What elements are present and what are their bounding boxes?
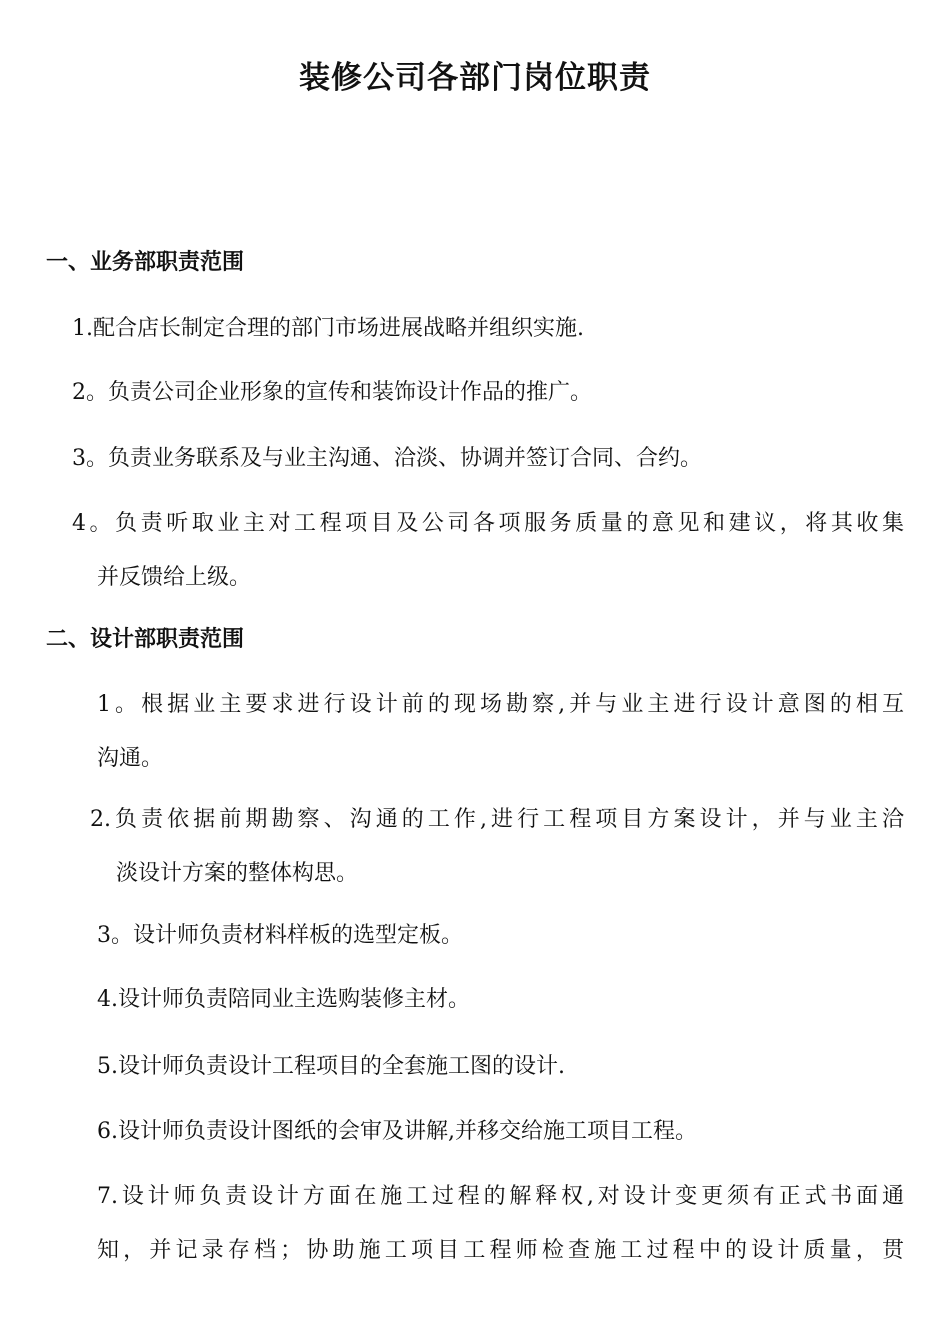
list-item bbox=[97, 973, 904, 1027]
list-item bbox=[97, 1105, 904, 1159]
item-line: 1.配合店长制定合理的部门市场进展战略并组织实施. bbox=[72, 316, 584, 341]
item-line: 3。负责业务联系及与业主沟通、洽淡、协调并签订合同、合约。 bbox=[72, 446, 702, 471]
item-line: 沟通。 bbox=[97, 746, 164, 771]
item-line: 知，并记录存档；协助施工项目工程师检查施工过程中的设计质量，贯 bbox=[97, 1238, 904, 1263]
list-item bbox=[90, 793, 904, 901]
item-line: 2.负责依据前期勘察、沟通的工作,进行工程项目方案设计，并与业主洽 bbox=[90, 807, 904, 832]
item-line: 4.设计师负责陪同业主选购装修主材。 bbox=[97, 987, 470, 1012]
item-line: 2。负责公司企业形象的宣传和装饰设计作品的推广。 bbox=[72, 380, 592, 405]
section-heading-business: 一、业务部职责范围 bbox=[46, 250, 245, 275]
page-title: 装修公司各部门岗位职责 bbox=[299, 60, 651, 96]
list-item bbox=[72, 432, 904, 486]
item-line: 5.设计师负责设计工程项目的全套施工图的设计. bbox=[97, 1054, 565, 1079]
list-item bbox=[97, 1040, 904, 1094]
list-item bbox=[97, 1170, 904, 1278]
list-item bbox=[72, 302, 904, 356]
list-item bbox=[97, 678, 904, 786]
list-item bbox=[72, 366, 904, 420]
item-line: 4。负责听取业主对工程项目及公司各项服务质量的意见和建议，将其收集 bbox=[72, 511, 904, 536]
item-line: 1。根据业主要求进行设计前的现场勘察,并与业主进行设计意图的相互 bbox=[97, 692, 904, 717]
list-item bbox=[72, 497, 904, 605]
item-line: 7.设计师负责设计方面在施工过程的解释权,对设计变更须有正式书面通 bbox=[97, 1184, 904, 1209]
item-line: 并反馈给上级。 bbox=[97, 565, 252, 590]
item-line: 3。设计师负责材料样板的选型定板。 bbox=[97, 923, 463, 948]
item-line: 6.设计师负责设计图纸的会审及讲解,并移交给施工项目工程。 bbox=[97, 1119, 697, 1144]
list-item bbox=[97, 909, 904, 963]
item-line: 淡设计方案的整体构思。 bbox=[116, 861, 359, 886]
section-heading-design: 二、设计部职责范围 bbox=[46, 627, 245, 652]
